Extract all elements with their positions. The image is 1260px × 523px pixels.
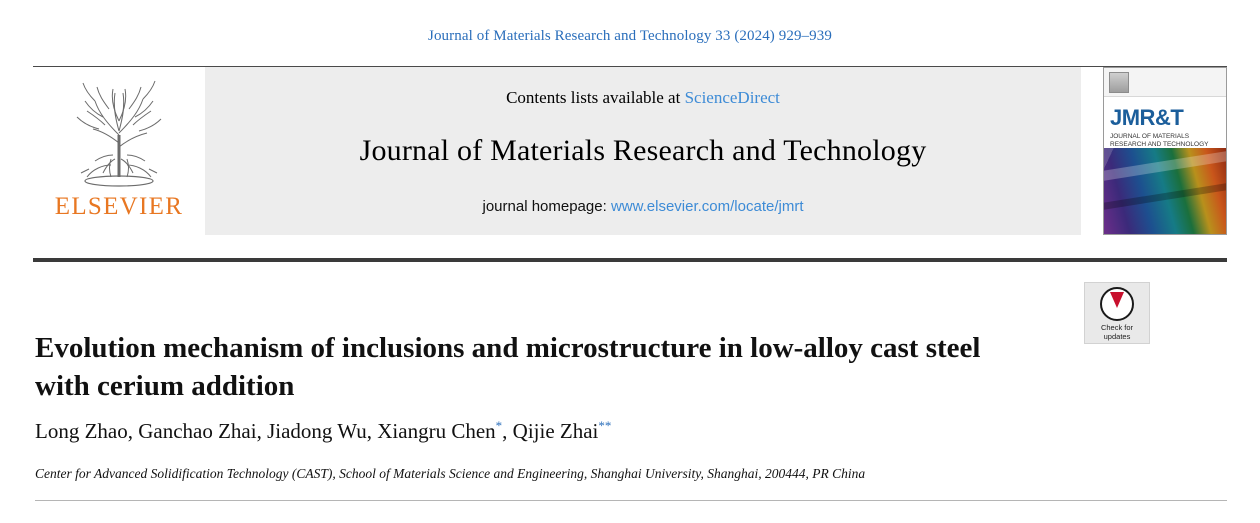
journal-homepage-link[interactable]: www.elsevier.com/locate/jmrt [610,197,804,215]
affiliation: Center for Advanced Solidification Technology (CAST), School of Materials Science and Engineering, Shanghai University, Shanghai, 200444, PR China [35,466,866,481]
cover-header-strip [1104,68,1226,97]
author-marker-2: ** [598,418,612,433]
cover-artwork [1104,148,1226,234]
homepage-prefix: journal homepage: [482,197,611,215]
crossmark-line1: Check for [1100,323,1134,332]
section-divider [33,258,1227,262]
running-head: Journal of Materials Research and Technology 33 (2024) 929–939 [428,28,832,44]
crossmark-line2: updates [1103,332,1131,341]
cover-subtitle: JOURNAL OF MATERIALS RESEARCH AND TECHNOLOGY [1110,133,1209,148]
author-list [35,418,1035,444]
page-title: Evolution mechanism of inclusions and microstructure in low-alloy cast steel with cerium addition [35,332,981,403]
crossmark-badge[interactable] [1084,282,1150,344]
contents-prefix: Contents lists available at [506,87,685,107]
contents-line [506,88,780,108]
authors-part-2: , Qijie Zhai [502,419,599,443]
cover-mini-logo-icon [1109,72,1129,93]
journal-masthead [33,66,1227,235]
bottom-divider [35,500,1227,501]
sciencedirect-link[interactable]: ScienceDirect [684,87,780,107]
journal-cover-thumbnail [1103,67,1227,235]
elsevier-wordmark: ELSEVIER [54,193,184,220]
crossmark-label [1101,323,1133,341]
author-marker-1: * [495,418,503,433]
cover-logo-text: JMR&T [1110,105,1184,130]
elsevier-tree-icon [59,73,179,191]
journal-title: Journal of Materials Research and Technology [359,133,927,167]
crossmark-icon [1100,287,1134,321]
journal-header-band [205,67,1081,235]
authors-part-1: Long Zhao, Ganchao Zhai, Jiadong Wu, Xiangru Chen [35,419,496,443]
elsevier-logo [33,67,205,235]
homepage-line [483,198,804,215]
